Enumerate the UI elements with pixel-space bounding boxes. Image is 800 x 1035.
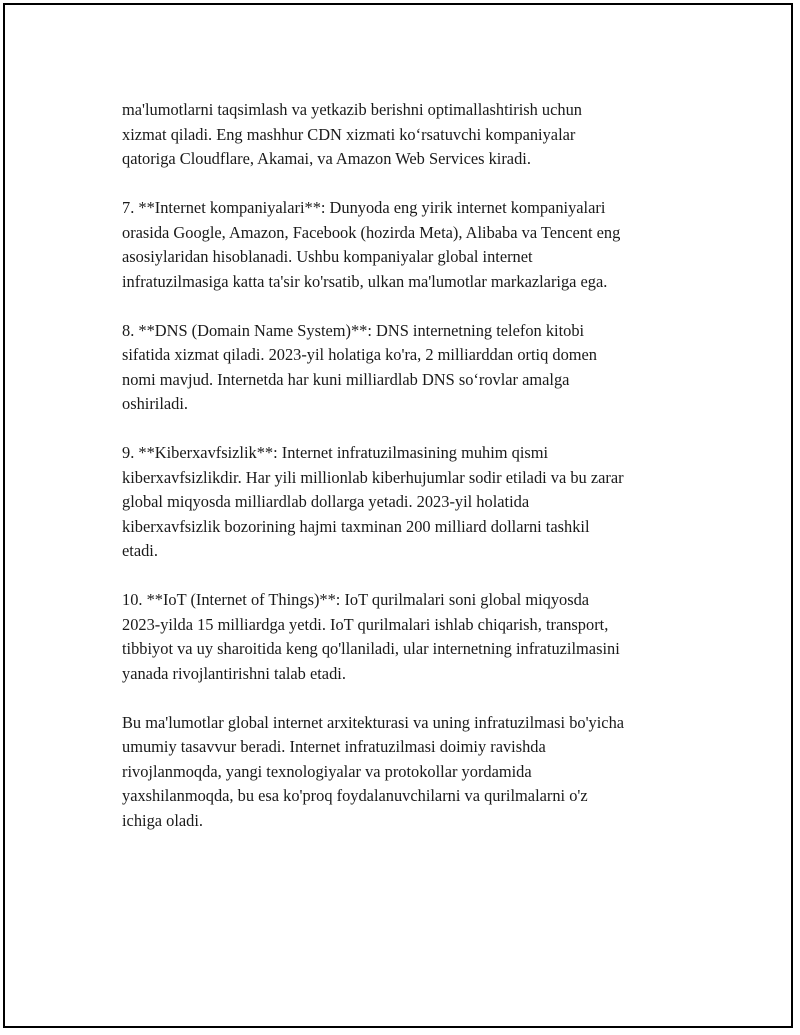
paragraph-cybersecurity	[122, 441, 702, 564]
text-line: global miqyosda milliardlab dollarga yetadi. 2023-yil holatida	[122, 492, 530, 511]
paragraph-iot	[122, 588, 702, 686]
text-line: oshiriladi.	[122, 394, 189, 413]
text-line: yanada rivojlantirishni talab etadi.	[122, 663, 346, 683]
text-line: ma'lumotlarni taqsimlash va yetkazib berishni optimallashtirish uchun	[122, 100, 582, 119]
text-line: etadi.	[122, 541, 158, 560]
text-line: Bu ma'lumotlar global internet arxitekturasi va uning infratuzilmasi bo'yicha	[122, 712, 625, 732]
text-line: sifatida xizmat qiladi. 2023-yil holatiga ko'ra, 2 milliarddan ortiq domen	[122, 345, 597, 364]
text-line: asosiylaridan hisoblanadi. Ushbu kompaniyalar global internet	[122, 247, 533, 266]
text-line: tibbiyot va uy sharoitida keng qo'llaniladi, ular internetning infratuzilmasini	[122, 639, 620, 658]
paragraph-dns	[122, 319, 702, 417]
text-line: umumiy tasavvur beradi. Internet infratuzilmasi doimiy ravishda	[122, 737, 546, 756]
text-line: qatoriga Cloudflare, Akamai, va Amazon Web Services kiradi.	[122, 149, 531, 168]
text-line: yaxshilanmoqda, bu esa ko'proq foydalanuvchilarni va qurilmalarni o'z	[122, 786, 588, 805]
text-line: 7. **Internet kompaniyalari**: Dunyoda eng yirik internet kompaniyalari	[122, 198, 606, 217]
document-body	[122, 98, 702, 858]
text-line: 10. **IoT (Internet of Things)**: IoT qurilmalari soni global miqyosda	[122, 590, 590, 609]
text-line: kiberxavfsizlikdir. Har yili millionlab kiberhujumlar sodir etiladi va bu zarar	[122, 467, 624, 487]
document-page	[3, 3, 793, 1028]
paragraph-internet-companies	[122, 196, 702, 294]
text-line: 2023-yilda 15 milliardga yetdi. IoT qurilmalari ishlab chiqarish, transport,	[122, 614, 609, 634]
text-line: 8. **DNS (Domain Name System)**: DNS internetning telefon kitobi	[122, 320, 585, 340]
paragraph-cdn-continuation	[122, 98, 702, 172]
text-line: rivojlanmoqda, yangi texnologiyalar va protokollar yordamida	[122, 761, 532, 781]
text-line: kiberxavfsizlik bozorining hajmi taxminan 200 milliard dollarni tashkil	[122, 516, 590, 536]
text-line: orasida Google, Amazon, Facebook (hozirda Meta), Alibaba va Tencent eng	[122, 222, 621, 242]
text-line: nomi mavjud. Internetda har kuni milliardlab DNS so‘rovlar amalga	[122, 369, 570, 389]
text-line: infratuzilmasiga katta ta'sir ko'rsatib, ulkan ma'lumotlar markazlariga ega.	[122, 271, 608, 291]
paragraph-summary	[122, 711, 702, 834]
text-line: 9. **Kiberxavfsizlik**: Internet infratuzilmasining muhim qismi	[122, 443, 549, 462]
text-line: xizmat qiladi. Eng mashhur CDN xizmati ko‘rsatuvchi kompaniyalar	[122, 124, 576, 144]
text-line: ichiga oladi.	[122, 810, 204, 830]
